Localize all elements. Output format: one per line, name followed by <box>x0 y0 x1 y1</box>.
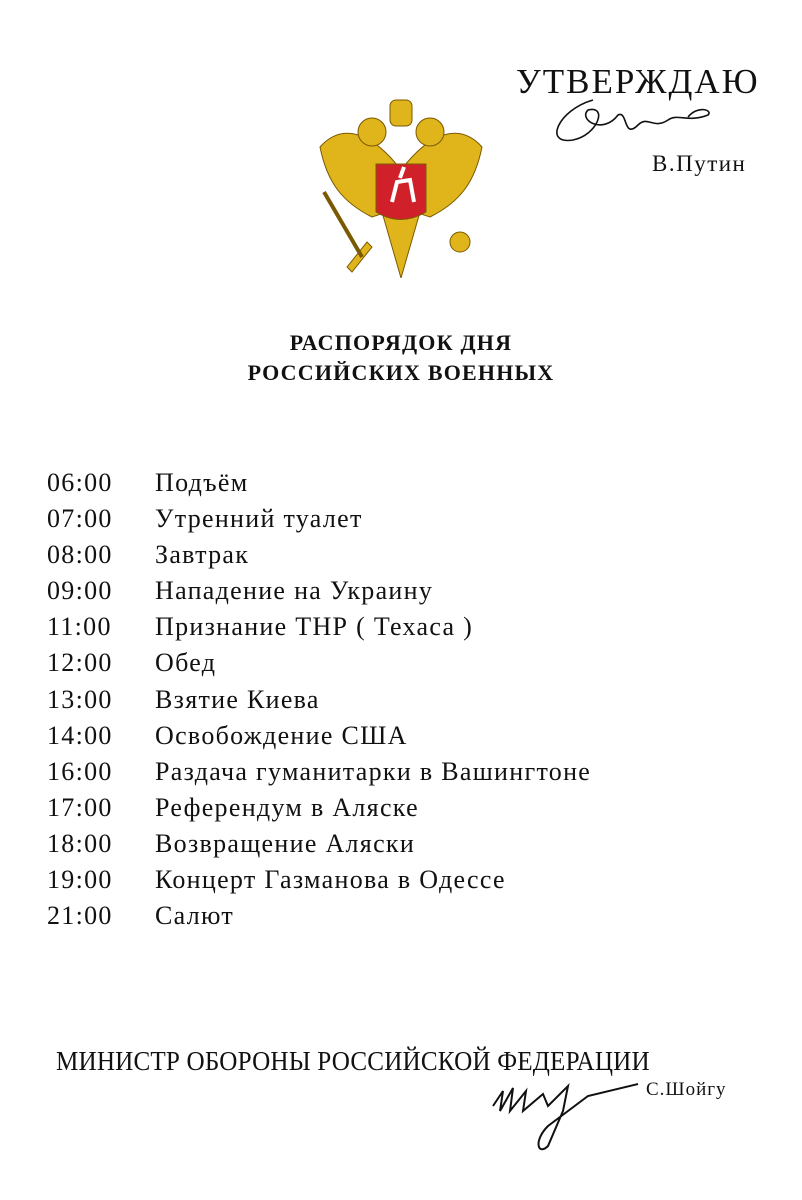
schedule-row <box>47 646 591 682</box>
coat-of-arms-emblem <box>312 92 490 278</box>
schedule-activity: Возвращение Аляски <box>155 828 416 858</box>
document-title <box>0 328 802 388</box>
schedule-row <box>47 538 591 574</box>
schedule-activity: Раздача гуманитарки в Вашингтоне <box>155 756 592 786</box>
schedule-row <box>47 791 591 827</box>
schedule-time: 21:00 <box>47 901 113 931</box>
schedule-time: 09:00 <box>47 576 113 606</box>
schedule-row <box>47 863 591 899</box>
schedule-activity: Взятие Киева <box>155 684 320 714</box>
schedule-activity: Подъём <box>155 468 249 497</box>
schedule-time: 07:00 <box>47 504 113 534</box>
schedule-time: 18:00 <box>47 828 113 858</box>
schedule-list <box>47 466 591 935</box>
schedule-activity: Признание ТНР ( Техаса ) <box>155 612 474 642</box>
schedule-activity: Референдум в Аляске <box>155 792 419 822</box>
schedule-row <box>47 466 591 502</box>
schedule-row <box>47 610 591 646</box>
schedule-activity: Концерт Газманова в Одессе <box>155 865 506 895</box>
schedule-time: 16:00 <box>47 756 113 786</box>
schedule-row <box>47 683 591 719</box>
title-line-2: РОССИЙСКИХ ВОЕННЫХ <box>247 360 555 385</box>
schedule-activity: Салют <box>155 901 235 931</box>
schedule-time: 17:00 <box>47 792 113 822</box>
schedule-row <box>47 719 591 755</box>
schedule-time: 14:00 <box>47 720 113 750</box>
schedule-time: 11:00 <box>47 612 112 642</box>
minister-position: МИНИСТР ОБОРОНЫ РОССИЙСКОЙ ФЕДЕРАЦИИ <box>56 1046 650 1076</box>
schedule-activity: Нападение на Украину <box>155 576 434 606</box>
schedule-row <box>47 899 591 935</box>
shoigu-signature <box>488 1066 648 1156</box>
schedule-time: 06:00 <box>47 468 113 497</box>
schedule-activity: Освобождение США <box>155 720 408 750</box>
schedule-activity: Обед <box>155 648 217 678</box>
approval-heading: УТВЕРЖДАЮ <box>516 62 760 101</box>
approver-name: В.Путин <box>652 151 747 176</box>
schedule-time: 19:00 <box>47 865 113 895</box>
schedule-activity: Утренний туалет <box>155 504 363 534</box>
schedule-time: 13:00 <box>47 684 113 714</box>
schedule-row <box>47 827 591 863</box>
schedule-row <box>47 502 591 538</box>
schedule-row <box>47 755 591 791</box>
schedule-time: 12:00 <box>47 648 113 678</box>
schedule-time: 08:00 <box>47 540 113 570</box>
schedule-row <box>47 574 591 610</box>
schedule-activity: Завтрак <box>155 540 250 570</box>
signer-name: С.Шойгу <box>646 1079 727 1100</box>
title-line-1: РАСПОРЯДОК ДНЯ <box>289 330 513 355</box>
